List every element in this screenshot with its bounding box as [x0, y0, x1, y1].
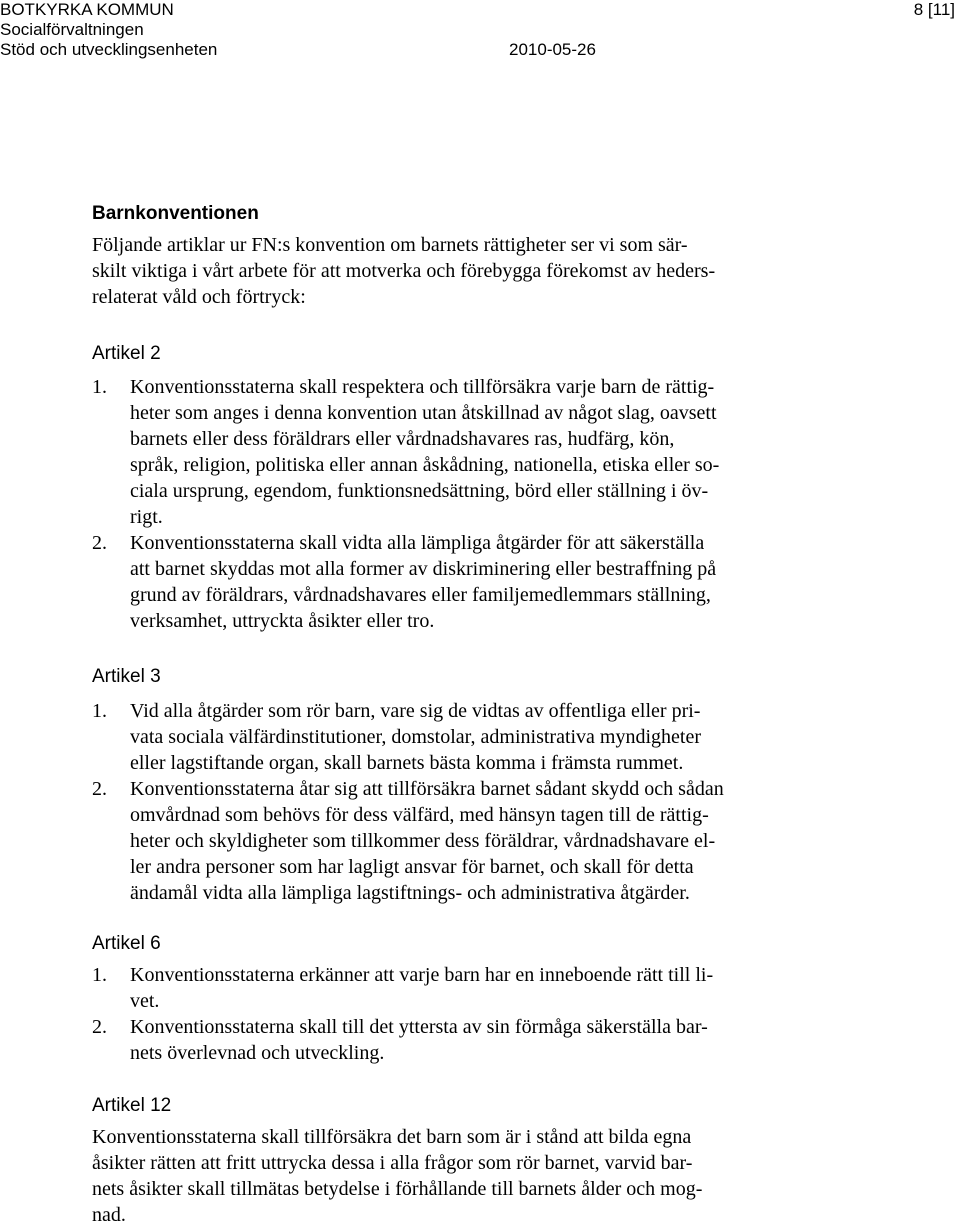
header-date: 2010-05-26: [509, 40, 596, 59]
item-line: Konventionsstaterna skall till det yttersta av sin förmåga säkerställa bar-: [130, 1016, 708, 1038]
item-number: 1.: [92, 964, 107, 986]
item-number: 1.: [92, 376, 107, 398]
item-line: ciala ursprung, egendom, funktionsnedsättning, börd eller ställning i öv-: [130, 480, 709, 502]
article-12-paragraph: [92, 1124, 702, 1228]
item-line: vata sociala välfärdinstitutioner, domstolar, administrativa myndigheter: [130, 726, 702, 748]
item-number: 1.: [92, 700, 107, 722]
item-text: [130, 698, 701, 776]
item-text: [130, 962, 713, 1014]
paragraph-line: nets åsikter skall tillmätas betydelse i förhållande till barnets ålder och mog-: [92, 1178, 703, 1200]
article-heading-2: Artikel 2: [92, 343, 161, 364]
header-org: BOTKYRKA KOMMUN: [0, 0, 174, 19]
item-text: [130, 530, 716, 634]
item-line: grund av föräldrars, vårdnadshavares eller familjemedlemmars ställning,: [130, 584, 711, 606]
intro-line: Följande artiklar ur FN:s konvention om barnets rättigheter ser vi som sär-: [92, 234, 688, 256]
item-line: Vid alla åtgärder som rör barn, vare sig de vidtas av offentliga eller pri-: [130, 700, 701, 722]
item-line: ler andra personer som har lagligt ansvar för barnet, och skall för detta: [130, 856, 694, 878]
paragraph-line: Konventionsstaterna skall tillförsäkra det barn som är i stånd att bilda egna: [92, 1126, 692, 1148]
item-line: språk, religion, politiska eller annan åskådning, nationella, etiska eller so-: [130, 454, 720, 476]
item-line: Konventionsstaterna erkänner att varje barn har en inneboende rätt till li-: [130, 964, 714, 986]
header-unit: Stöd och utvecklingsenheten: [0, 40, 218, 59]
item-line: verksamhet, uttryckta åsikter eller tro.: [130, 610, 435, 632]
intro-line: skilt viktiga i vårt arbete för att motverka och förebygga förekomst av heders-: [92, 260, 716, 282]
item-number: 2.: [92, 1016, 107, 1038]
article-heading-12: Artikel 12: [92, 1095, 172, 1116]
item-line: barnets eller dess föräldrars eller vårdnadshavares ras, hudfärg, kön,: [130, 428, 675, 450]
item-text: [130, 1014, 708, 1066]
item-number: 2.: [92, 778, 107, 800]
item-number: 2.: [92, 532, 107, 554]
paragraph-line: nad.: [92, 1204, 126, 1226]
intro-line: relaterat våld och förtryck:: [92, 286, 306, 308]
paragraph-line: åsikter rätten att fritt uttrycka dessa i alla frågor som rör barnet, varvid bar-: [92, 1152, 693, 1174]
header-dept: Socialförvaltningen: [0, 20, 144, 39]
article-heading-6: Artikel 6: [92, 933, 161, 954]
item-line: Konventionsstaterna skall respektera och tillförsäkra varje barn de rättig-: [130, 376, 715, 398]
item-line: Konventionsstaterna skall vidta alla lämpliga åtgärder för att säkerställa: [130, 532, 705, 554]
item-line: heter och skyldigheter som tillkommer dess föräldrar, vårdnadshavare el-: [130, 830, 716, 852]
item-line: nets överlevnad och utveckling.: [130, 1042, 385, 1064]
item-line: ändamål vidta alla lämpliga lagstiftnings- och administrativa åtgärder.: [130, 882, 690, 904]
item-line: omvårdnad som behövs för dess välfärd, med hänsyn tagen till de rättig-: [130, 804, 709, 826]
article-heading-3: Artikel 3: [92, 666, 161, 687]
item-line: rigt.: [130, 506, 163, 528]
item-line: Konventionsstaterna åtar sig att tillförsäkra barnet sådant skydd och sådan: [130, 778, 724, 800]
item-line: vet.: [130, 990, 160, 1012]
item-text: [130, 374, 719, 530]
intro-paragraph: [92, 232, 715, 310]
item-text: [130, 776, 724, 906]
section-title: Barnkonventionen: [92, 203, 259, 224]
item-line: att barnet skyddas mot alla former av diskriminering eller bestraffning på: [130, 558, 717, 580]
item-line: heter som anges i denna konvention utan åtskillnad av något slag, oavsett: [130, 402, 717, 424]
header-page-number: 8 [11]: [913, 0, 955, 19]
item-line: eller lagstiftande organ, skall barnets bästa komma i främsta rummet.: [130, 752, 684, 774]
